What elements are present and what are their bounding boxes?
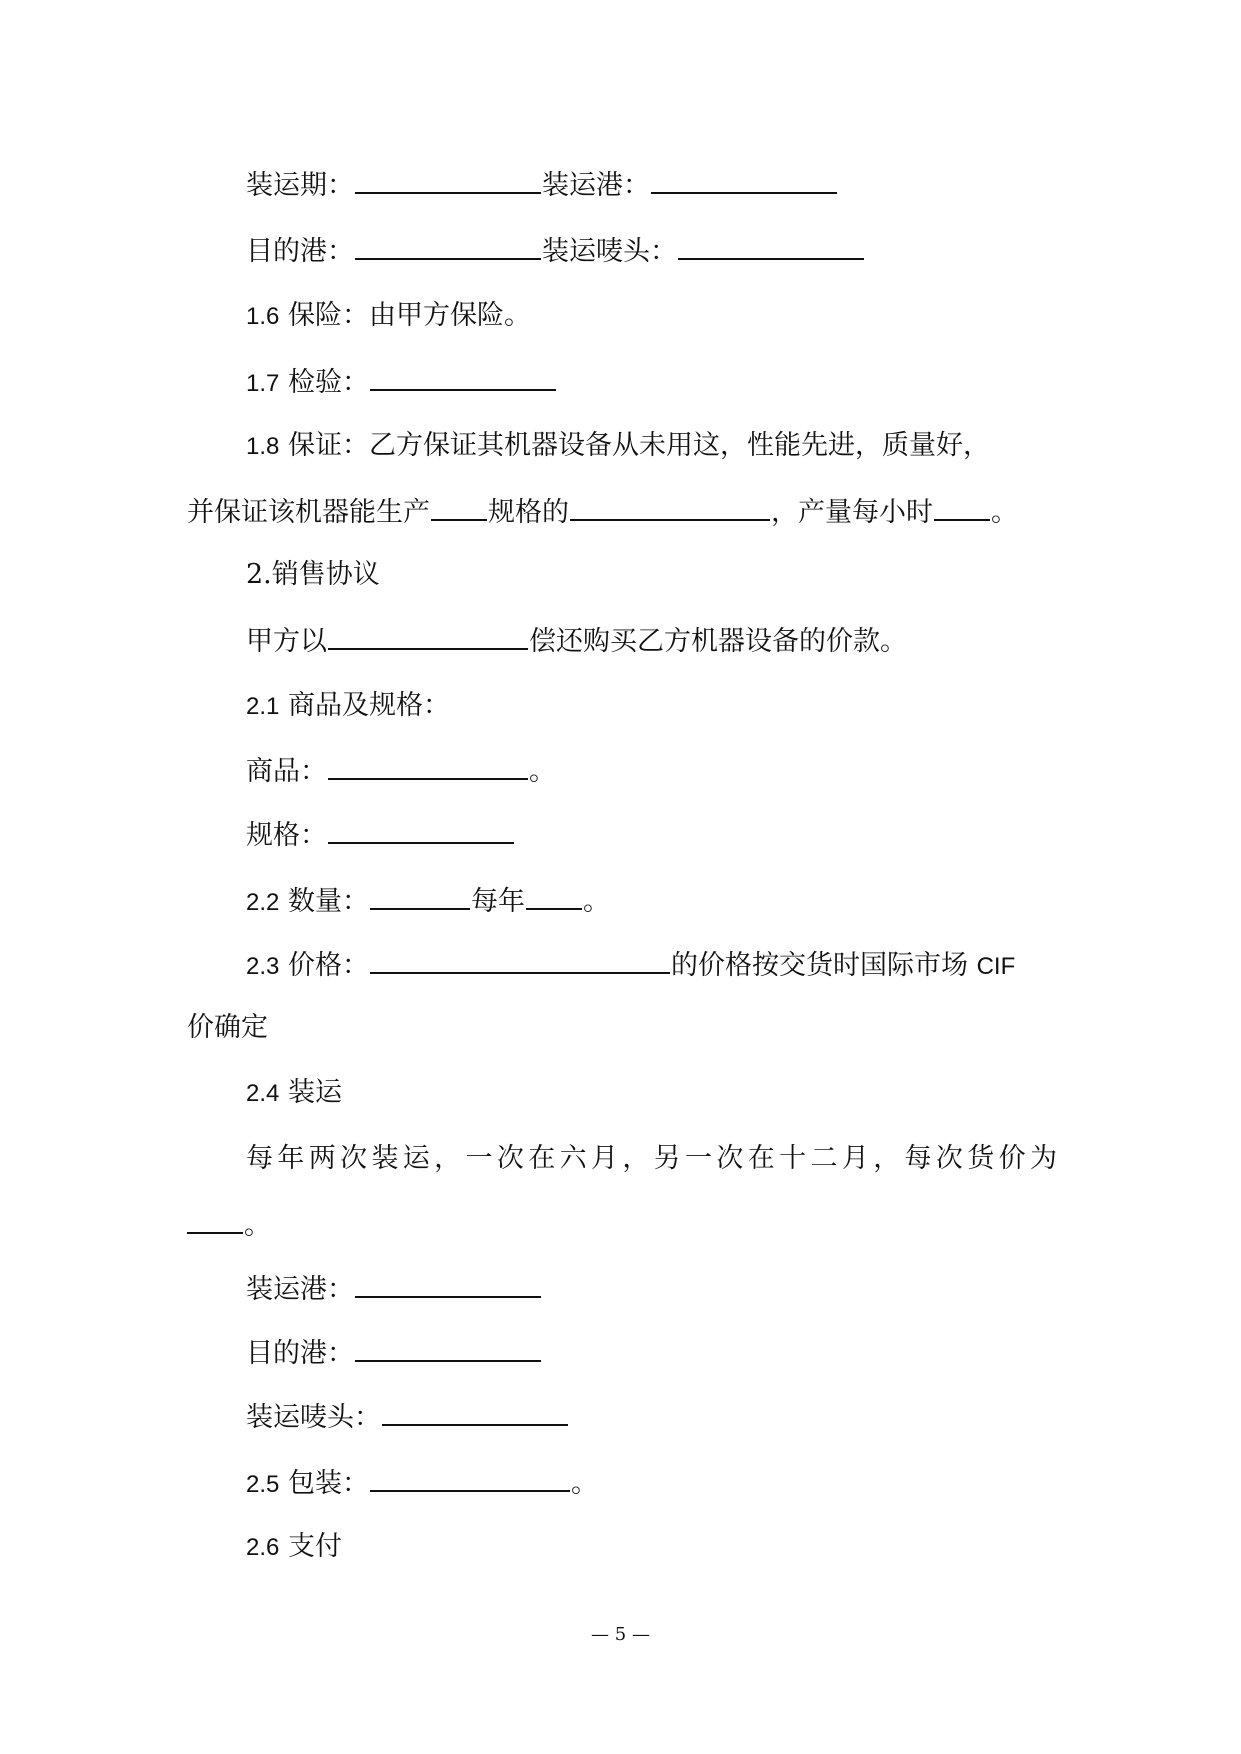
commodity-label: 商品： [246,756,327,787]
clause-2-2 [246,882,1116,921]
loading-port-blank[interactable] [355,1270,541,1298]
clause-number: 1.7 [246,370,280,397]
quantity-label: 数量： [287,886,369,917]
destination-port-label: 目的港： [246,236,354,267]
clause-number: 2.6 [246,1534,280,1561]
clause-2-6 [246,1529,1116,1566]
destination-port-blank[interactable] [355,1334,541,1362]
payment-means-blank[interactable] [328,622,528,650]
clause-number: 2.3 [246,953,280,980]
cif-term: CIF [976,953,1016,980]
payment-method-line [246,622,1116,660]
shipping-mark-line [246,1398,1116,1436]
spec-count-blank[interactable] [431,493,487,521]
packing-label: 包装： [287,1468,369,1499]
clause-text: 保证：乙方保证其机器设备从未用这，性能先进，质量好， [287,430,990,461]
clause-text: 装运 [287,1077,342,1108]
guarantee-continuation [187,493,1057,531]
shipping-mark-label: 装运唛头： [246,1402,381,1433]
clause-1-6 [246,298,1116,335]
text-segment: 每年两次装运，一次在六月，另一次在十二月，每次货价为 [246,1143,1057,1174]
clause-number: 2.4 [246,1080,280,1107]
clause-text: 保险：由甲方保险。 [287,300,531,331]
clause-1-7 [246,363,1116,402]
clause-text: 支付 [287,1531,342,1562]
shipping-mark-label: 装运唛头： [542,236,677,267]
text-segment: 甲方以 [246,626,327,657]
text-segment: ，产量每小时 [771,497,933,528]
shipment-value-blank[interactable] [187,1206,243,1234]
destination-port-label: 目的港： [246,1338,354,1369]
section-2-heading [246,557,1116,593]
page-number: — 5 — [591,1624,650,1645]
clause-number: 1.8 [246,433,280,460]
text-segment: 价确定 [187,1012,268,1043]
clause-1-8 [246,428,1116,465]
text-segment: 。 [582,886,610,917]
destination-port-line [246,1334,1116,1372]
quantity-blank[interactable] [370,882,470,910]
clause-2-5 [246,1464,1116,1503]
clause-number: 2.5 [246,1471,280,1498]
text-segment: 偿还购买乙方机器设备的价款。 [529,626,907,657]
annual-quantity-blank[interactable] [526,882,582,910]
shipment-value-line [187,1206,1057,1244]
text-segment: 每年 [470,886,525,917]
section-heading: 2.销售协议 [246,559,380,590]
shipping-period-line [246,166,1116,204]
price-continuation [187,1010,1057,1046]
hourly-output-blank[interactable] [934,493,990,521]
text-segment: 并保证该机器能生产 [187,497,430,528]
text-segment: 。 [570,1468,598,1499]
price-blank[interactable] [370,946,670,974]
specification-line [246,816,1116,854]
clause-number: 2.2 [246,889,280,916]
clause-text: 检验： [287,367,369,398]
shipment-schedule-line [246,1141,1057,1177]
product-blank[interactable] [570,493,770,521]
clause-text: 商品及规格： [287,690,450,721]
price-label: 价格： [287,950,369,981]
destination-line [246,232,1116,270]
shipping-period-label: 装运期： [246,170,354,201]
clause-2-1 [246,688,1116,725]
text-segment: 。 [991,497,1018,528]
commodity-blank[interactable] [328,752,528,780]
loading-port-blank[interactable] [651,166,837,194]
commodity-line [246,752,1116,790]
loading-port-label: 装运港： [542,170,650,201]
shipping-mark-blank[interactable] [678,232,864,260]
specification-blank[interactable] [328,816,514,844]
inspection-blank[interactable] [370,363,556,391]
loading-port-label: 装运港： [246,1274,354,1305]
clause-2-3 [246,946,1116,985]
loading-port-line [246,1270,1116,1308]
clause-number: 2.1 [246,693,280,720]
clause-2-4 [246,1075,1116,1112]
destination-port-blank[interactable] [355,232,541,260]
shipping-period-blank[interactable] [355,166,541,194]
text-segment: 的价格按交货时国际市场 [670,950,968,981]
text-segment: 。 [529,756,556,787]
specification-label: 规格： [246,820,327,851]
shipping-mark-blank[interactable] [382,1398,568,1426]
clause-number: 1.6 [246,303,280,330]
packing-blank[interactable] [370,1464,570,1492]
text-segment: 。 [244,1210,271,1241]
text-segment: 规格的 [488,497,569,528]
